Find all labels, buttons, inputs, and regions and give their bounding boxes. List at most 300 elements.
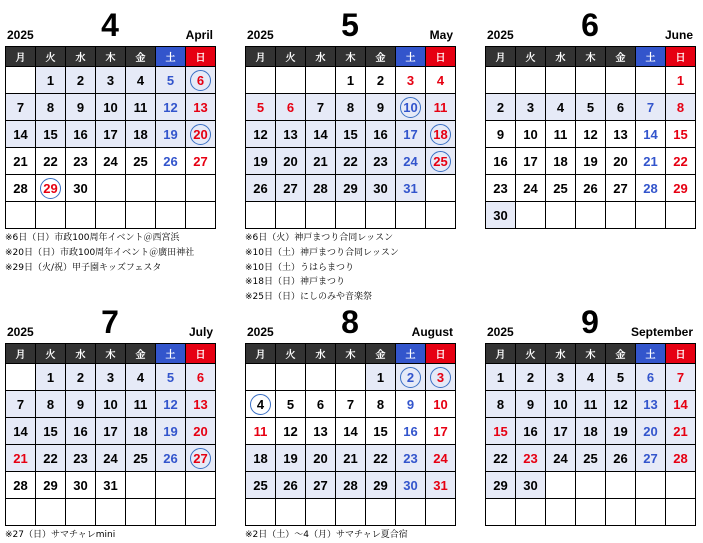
event-day-circle: 27 [190, 448, 211, 469]
event-note: ※2日（土）～4（月）サマチャレ夏合宿 [245, 530, 408, 540]
weekday-label: 月 [486, 47, 516, 67]
weekday-label: 水 [306, 344, 336, 364]
empty-day-cell [6, 364, 36, 391]
empty-day-cell [66, 499, 96, 526]
week-row [246, 175, 456, 202]
weekday-label: 金 [606, 344, 636, 364]
day-cell [366, 67, 396, 94]
empty-day-cell [96, 499, 126, 526]
month-number: 9 [581, 304, 599, 340]
day-number: 17 [553, 423, 568, 439]
day-cell [636, 121, 666, 148]
day-cell [606, 445, 636, 472]
day-cell [336, 175, 366, 202]
empty-day-cell [396, 202, 426, 229]
day-cell [126, 445, 156, 472]
day-number: 15 [43, 423, 58, 439]
day-number: 6 [196, 369, 205, 385]
day-number: 15 [673, 126, 688, 142]
empty-day-cell [606, 499, 636, 526]
month-name-english: April [185, 28, 213, 42]
empty-day-cell [246, 499, 276, 526]
empty-day-cell [96, 175, 126, 202]
day-number: 25 [583, 450, 598, 466]
day-cell [426, 445, 456, 472]
day-cell [246, 391, 276, 418]
day-number: 25 [553, 180, 568, 196]
day-number: 27 [193, 153, 208, 169]
day-cell [666, 94, 696, 121]
empty-day-cell [276, 499, 306, 526]
day-number: 18 [553, 153, 568, 169]
empty-day-cell [576, 499, 606, 526]
day-number: 21 [313, 153, 328, 169]
day-cell [546, 391, 576, 418]
empty-day-cell [246, 364, 276, 391]
day-number: 8 [46, 396, 55, 412]
event-notes [245, 528, 455, 543]
day-number: 14 [13, 423, 28, 439]
day-cell [306, 472, 336, 499]
empty-day-cell [156, 202, 186, 229]
week-row [246, 121, 456, 148]
empty-day-cell [546, 472, 576, 499]
week-row [486, 67, 696, 94]
empty-day-cell [336, 364, 366, 391]
day-number: 1 [496, 369, 505, 385]
day-cell [306, 94, 336, 121]
empty-day-cell [576, 202, 606, 229]
day-number: 19 [163, 423, 178, 439]
day-cell [546, 148, 576, 175]
day-cell [66, 445, 96, 472]
weekday-header-row [6, 47, 216, 67]
empty-day-cell [426, 499, 456, 526]
day-number: 18 [133, 126, 148, 142]
day-cell [96, 121, 126, 148]
day-number: 24 [523, 180, 538, 196]
empty-day-cell [546, 67, 576, 94]
day-number: 5 [616, 369, 625, 385]
day-number: 16 [73, 126, 88, 142]
day-number: 26 [253, 180, 268, 196]
day-cell [36, 445, 66, 472]
day-number: 21 [13, 450, 28, 466]
empty-day-cell [96, 202, 126, 229]
day-number: 25 [253, 477, 268, 493]
weekday-label: 日 [666, 344, 696, 364]
day-cell [546, 121, 576, 148]
day-number: 11 [133, 396, 148, 412]
day-cell [336, 445, 366, 472]
weekday-label: 水 [546, 47, 576, 67]
weekday-label: 水 [66, 47, 96, 67]
day-number: 14 [313, 126, 328, 142]
day-cell [246, 418, 276, 445]
day-number: 27 [643, 450, 658, 466]
empty-day-cell [126, 472, 156, 499]
day-number: 15 [373, 423, 388, 439]
week-row [6, 499, 216, 526]
calendar-grid [5, 46, 216, 229]
day-cell [96, 472, 126, 499]
day-cell [156, 121, 186, 148]
day-cell [126, 121, 156, 148]
week-row [486, 121, 696, 148]
day-number: 7 [316, 99, 325, 115]
day-number: 31 [103, 477, 118, 493]
weekday-label: 金 [366, 344, 396, 364]
day-number: 8 [496, 396, 505, 412]
day-number: 9 [526, 396, 535, 412]
empty-day-cell [636, 67, 666, 94]
weekday-label: 水 [306, 47, 336, 67]
day-number: 8 [376, 396, 385, 412]
day-number: 26 [163, 450, 178, 466]
empty-day-cell [636, 499, 666, 526]
day-cell [186, 364, 216, 391]
empty-day-cell [516, 499, 546, 526]
day-number: 28 [673, 450, 688, 466]
day-number: 3 [106, 369, 115, 385]
year-label: 2025 [247, 28, 274, 42]
weekday-label: 木 [336, 344, 366, 364]
day-cell [426, 364, 456, 391]
day-number: 21 [643, 153, 658, 169]
month-name-english: August [411, 325, 453, 339]
day-cell [546, 418, 576, 445]
day-cell [126, 67, 156, 94]
day-cell [636, 175, 666, 202]
day-cell [156, 94, 186, 121]
month-name-english: June [664, 28, 693, 42]
day-cell [96, 418, 126, 445]
empty-day-cell [6, 202, 36, 229]
empty-day-cell [306, 499, 336, 526]
event-note: ※10日（土）神戸まつり合同レッスン [245, 247, 399, 258]
day-number: 2 [526, 369, 535, 385]
day-number: 22 [343, 153, 358, 169]
empty-day-cell [366, 499, 396, 526]
day-cell [396, 364, 426, 391]
empty-day-cell [186, 202, 216, 229]
week-row [6, 67, 216, 94]
day-cell [636, 94, 666, 121]
empty-day-cell [366, 202, 396, 229]
empty-day-cell [156, 499, 186, 526]
month-name-english: July [188, 325, 213, 339]
day-number: 5 [586, 99, 595, 115]
day-number: 16 [373, 126, 388, 142]
day-cell [426, 418, 456, 445]
weekday-label: 日 [666, 47, 696, 67]
day-cell [126, 148, 156, 175]
day-cell [636, 418, 666, 445]
month-header [5, 6, 215, 46]
weekday-label: 土 [636, 47, 666, 67]
day-number: 6 [316, 396, 325, 412]
day-number: 28 [343, 477, 358, 493]
calendar-month-july [5, 303, 215, 543]
week-row [486, 418, 696, 445]
empty-day-cell [126, 499, 156, 526]
weekday-label: 水 [66, 344, 96, 364]
day-number: 27 [313, 477, 328, 493]
event-notes [5, 231, 215, 275]
day-number: 7 [16, 99, 25, 115]
day-cell [36, 391, 66, 418]
day-number: 8 [346, 99, 355, 115]
day-cell [606, 364, 636, 391]
weekday-header-row [246, 344, 456, 364]
day-number: 29 [343, 180, 358, 196]
weekday-header-row [6, 344, 216, 364]
day-cell [636, 364, 666, 391]
day-number: 29 [373, 477, 388, 493]
day-cell [6, 148, 36, 175]
day-number: 3 [106, 72, 115, 88]
day-number: 10 [103, 396, 118, 412]
day-cell [366, 364, 396, 391]
empty-day-cell [6, 67, 36, 94]
day-number: 13 [283, 126, 298, 142]
day-cell [606, 94, 636, 121]
day-number: 15 [493, 423, 508, 439]
day-cell [546, 364, 576, 391]
day-cell [486, 445, 516, 472]
day-number: 11 [253, 423, 268, 439]
weekday-label: 金 [366, 47, 396, 67]
day-number: 20 [193, 423, 208, 439]
day-cell [6, 472, 36, 499]
day-cell [576, 364, 606, 391]
weekday-label: 日 [426, 344, 456, 364]
day-number: 6 [286, 99, 295, 115]
weekday-label: 月 [246, 47, 276, 67]
event-day-circle: 20 [190, 124, 211, 145]
year-label: 2025 [7, 325, 34, 339]
weekday-label: 火 [276, 344, 306, 364]
day-cell [366, 148, 396, 175]
week-row [486, 202, 696, 229]
day-cell [666, 391, 696, 418]
weekday-label: 土 [156, 344, 186, 364]
day-number: 24 [103, 450, 118, 466]
day-number: 1 [376, 369, 385, 385]
day-cell [336, 67, 366, 94]
calendar-month-august [245, 303, 455, 543]
day-cell [276, 175, 306, 202]
event-notes [5, 528, 215, 543]
empty-day-cell [246, 202, 276, 229]
day-number: 13 [643, 396, 658, 412]
day-number: 18 [253, 450, 268, 466]
day-cell [36, 148, 66, 175]
empty-day-cell [606, 202, 636, 229]
day-number: 21 [13, 153, 28, 169]
day-cell [606, 175, 636, 202]
weekday-label: 火 [36, 344, 66, 364]
day-cell [576, 148, 606, 175]
empty-day-cell [186, 499, 216, 526]
week-row [6, 418, 216, 445]
week-row [486, 364, 696, 391]
day-number: 17 [433, 423, 448, 439]
day-number: 1 [46, 369, 55, 385]
calendar-grid [485, 46, 696, 229]
empty-day-cell [6, 499, 36, 526]
day-cell [636, 148, 666, 175]
day-number: 26 [163, 153, 178, 169]
day-cell [576, 391, 606, 418]
day-cell [246, 121, 276, 148]
empty-day-cell [276, 364, 306, 391]
day-cell [516, 445, 546, 472]
day-number: 13 [313, 423, 328, 439]
empty-day-cell [306, 364, 336, 391]
day-number: 10 [433, 396, 448, 412]
day-cell [486, 391, 516, 418]
day-cell [576, 418, 606, 445]
day-number: 27 [613, 180, 628, 196]
day-cell [576, 94, 606, 121]
event-day-circle: 10 [400, 97, 421, 118]
weekday-label: 木 [576, 47, 606, 67]
day-cell [516, 121, 546, 148]
empty-day-cell [156, 472, 186, 499]
week-row [246, 148, 456, 175]
day-number: 2 [76, 369, 85, 385]
day-cell [666, 148, 696, 175]
day-cell [36, 364, 66, 391]
event-day-circle: 3 [430, 367, 451, 388]
empty-day-cell [576, 67, 606, 94]
day-cell [6, 418, 36, 445]
day-cell [576, 445, 606, 472]
day-cell [666, 121, 696, 148]
calendar-grid [245, 46, 456, 229]
day-cell [6, 445, 36, 472]
month-number: 8 [341, 304, 359, 340]
empty-day-cell [486, 67, 516, 94]
day-number: 2 [496, 99, 505, 115]
day-cell [486, 148, 516, 175]
weekday-label: 金 [126, 344, 156, 364]
day-number: 14 [673, 396, 688, 412]
day-cell [66, 121, 96, 148]
week-row [246, 499, 456, 526]
weekday-header-row [486, 47, 696, 67]
weekday-label: 月 [6, 47, 36, 67]
empty-day-cell [306, 202, 336, 229]
day-number: 20 [283, 153, 298, 169]
month-name-english: May [429, 28, 453, 42]
day-cell [246, 94, 276, 121]
weekday-label: 火 [276, 47, 306, 67]
day-cell [306, 418, 336, 445]
day-cell [96, 391, 126, 418]
day-number: 5 [166, 369, 175, 385]
day-number: 1 [676, 72, 685, 88]
day-cell [666, 67, 696, 94]
day-number: 22 [493, 450, 508, 466]
day-number: 28 [13, 477, 28, 493]
day-cell [276, 391, 306, 418]
day-cell [336, 121, 366, 148]
month-name-english: September [630, 325, 693, 339]
weekday-label: 木 [96, 47, 126, 67]
day-cell [396, 445, 426, 472]
event-notes [245, 231, 455, 305]
empty-day-cell [396, 499, 426, 526]
weekday-header-row [486, 344, 696, 364]
day-number: 20 [643, 423, 658, 439]
day-cell [126, 94, 156, 121]
day-number: 17 [523, 153, 538, 169]
day-number: 1 [346, 72, 355, 88]
day-number: 21 [673, 423, 688, 439]
day-number: 7 [676, 369, 685, 385]
day-cell [36, 175, 66, 202]
day-number: 18 [133, 423, 148, 439]
week-row [486, 148, 696, 175]
day-number: 17 [403, 126, 418, 142]
empty-day-cell [606, 67, 636, 94]
day-cell [186, 391, 216, 418]
empty-day-cell [156, 175, 186, 202]
day-cell [186, 67, 216, 94]
day-number: 12 [253, 126, 268, 142]
day-cell [246, 445, 276, 472]
day-number: 16 [523, 423, 538, 439]
empty-day-cell [546, 499, 576, 526]
day-number: 6 [646, 369, 655, 385]
day-number: 23 [73, 450, 88, 466]
event-note: ※6日（日）市政100周年イベント＠西宮浜 [5, 233, 180, 243]
day-number: 30 [493, 207, 508, 223]
empty-day-cell [606, 472, 636, 499]
day-number: 16 [493, 153, 508, 169]
day-cell [6, 175, 36, 202]
day-number: 30 [403, 477, 418, 493]
empty-day-cell [576, 472, 606, 499]
day-number: 25 [133, 450, 148, 466]
day-number: 14 [13, 126, 28, 142]
day-cell [186, 445, 216, 472]
day-cell [486, 175, 516, 202]
empty-day-cell [666, 202, 696, 229]
day-number: 26 [283, 477, 298, 493]
week-row [246, 445, 456, 472]
day-cell [96, 67, 126, 94]
year-label: 2025 [487, 325, 514, 339]
empty-day-cell [276, 202, 306, 229]
day-number: 2 [76, 72, 85, 88]
day-number: 30 [523, 477, 538, 493]
day-number: 16 [73, 423, 88, 439]
weekday-label: 木 [336, 47, 366, 67]
week-row [246, 472, 456, 499]
day-number: 12 [163, 99, 178, 115]
day-cell [366, 472, 396, 499]
day-cell [306, 148, 336, 175]
day-number: 30 [73, 477, 88, 493]
day-cell [396, 175, 426, 202]
day-cell [6, 94, 36, 121]
week-row [6, 391, 216, 418]
day-cell [606, 391, 636, 418]
week-row [486, 175, 696, 202]
